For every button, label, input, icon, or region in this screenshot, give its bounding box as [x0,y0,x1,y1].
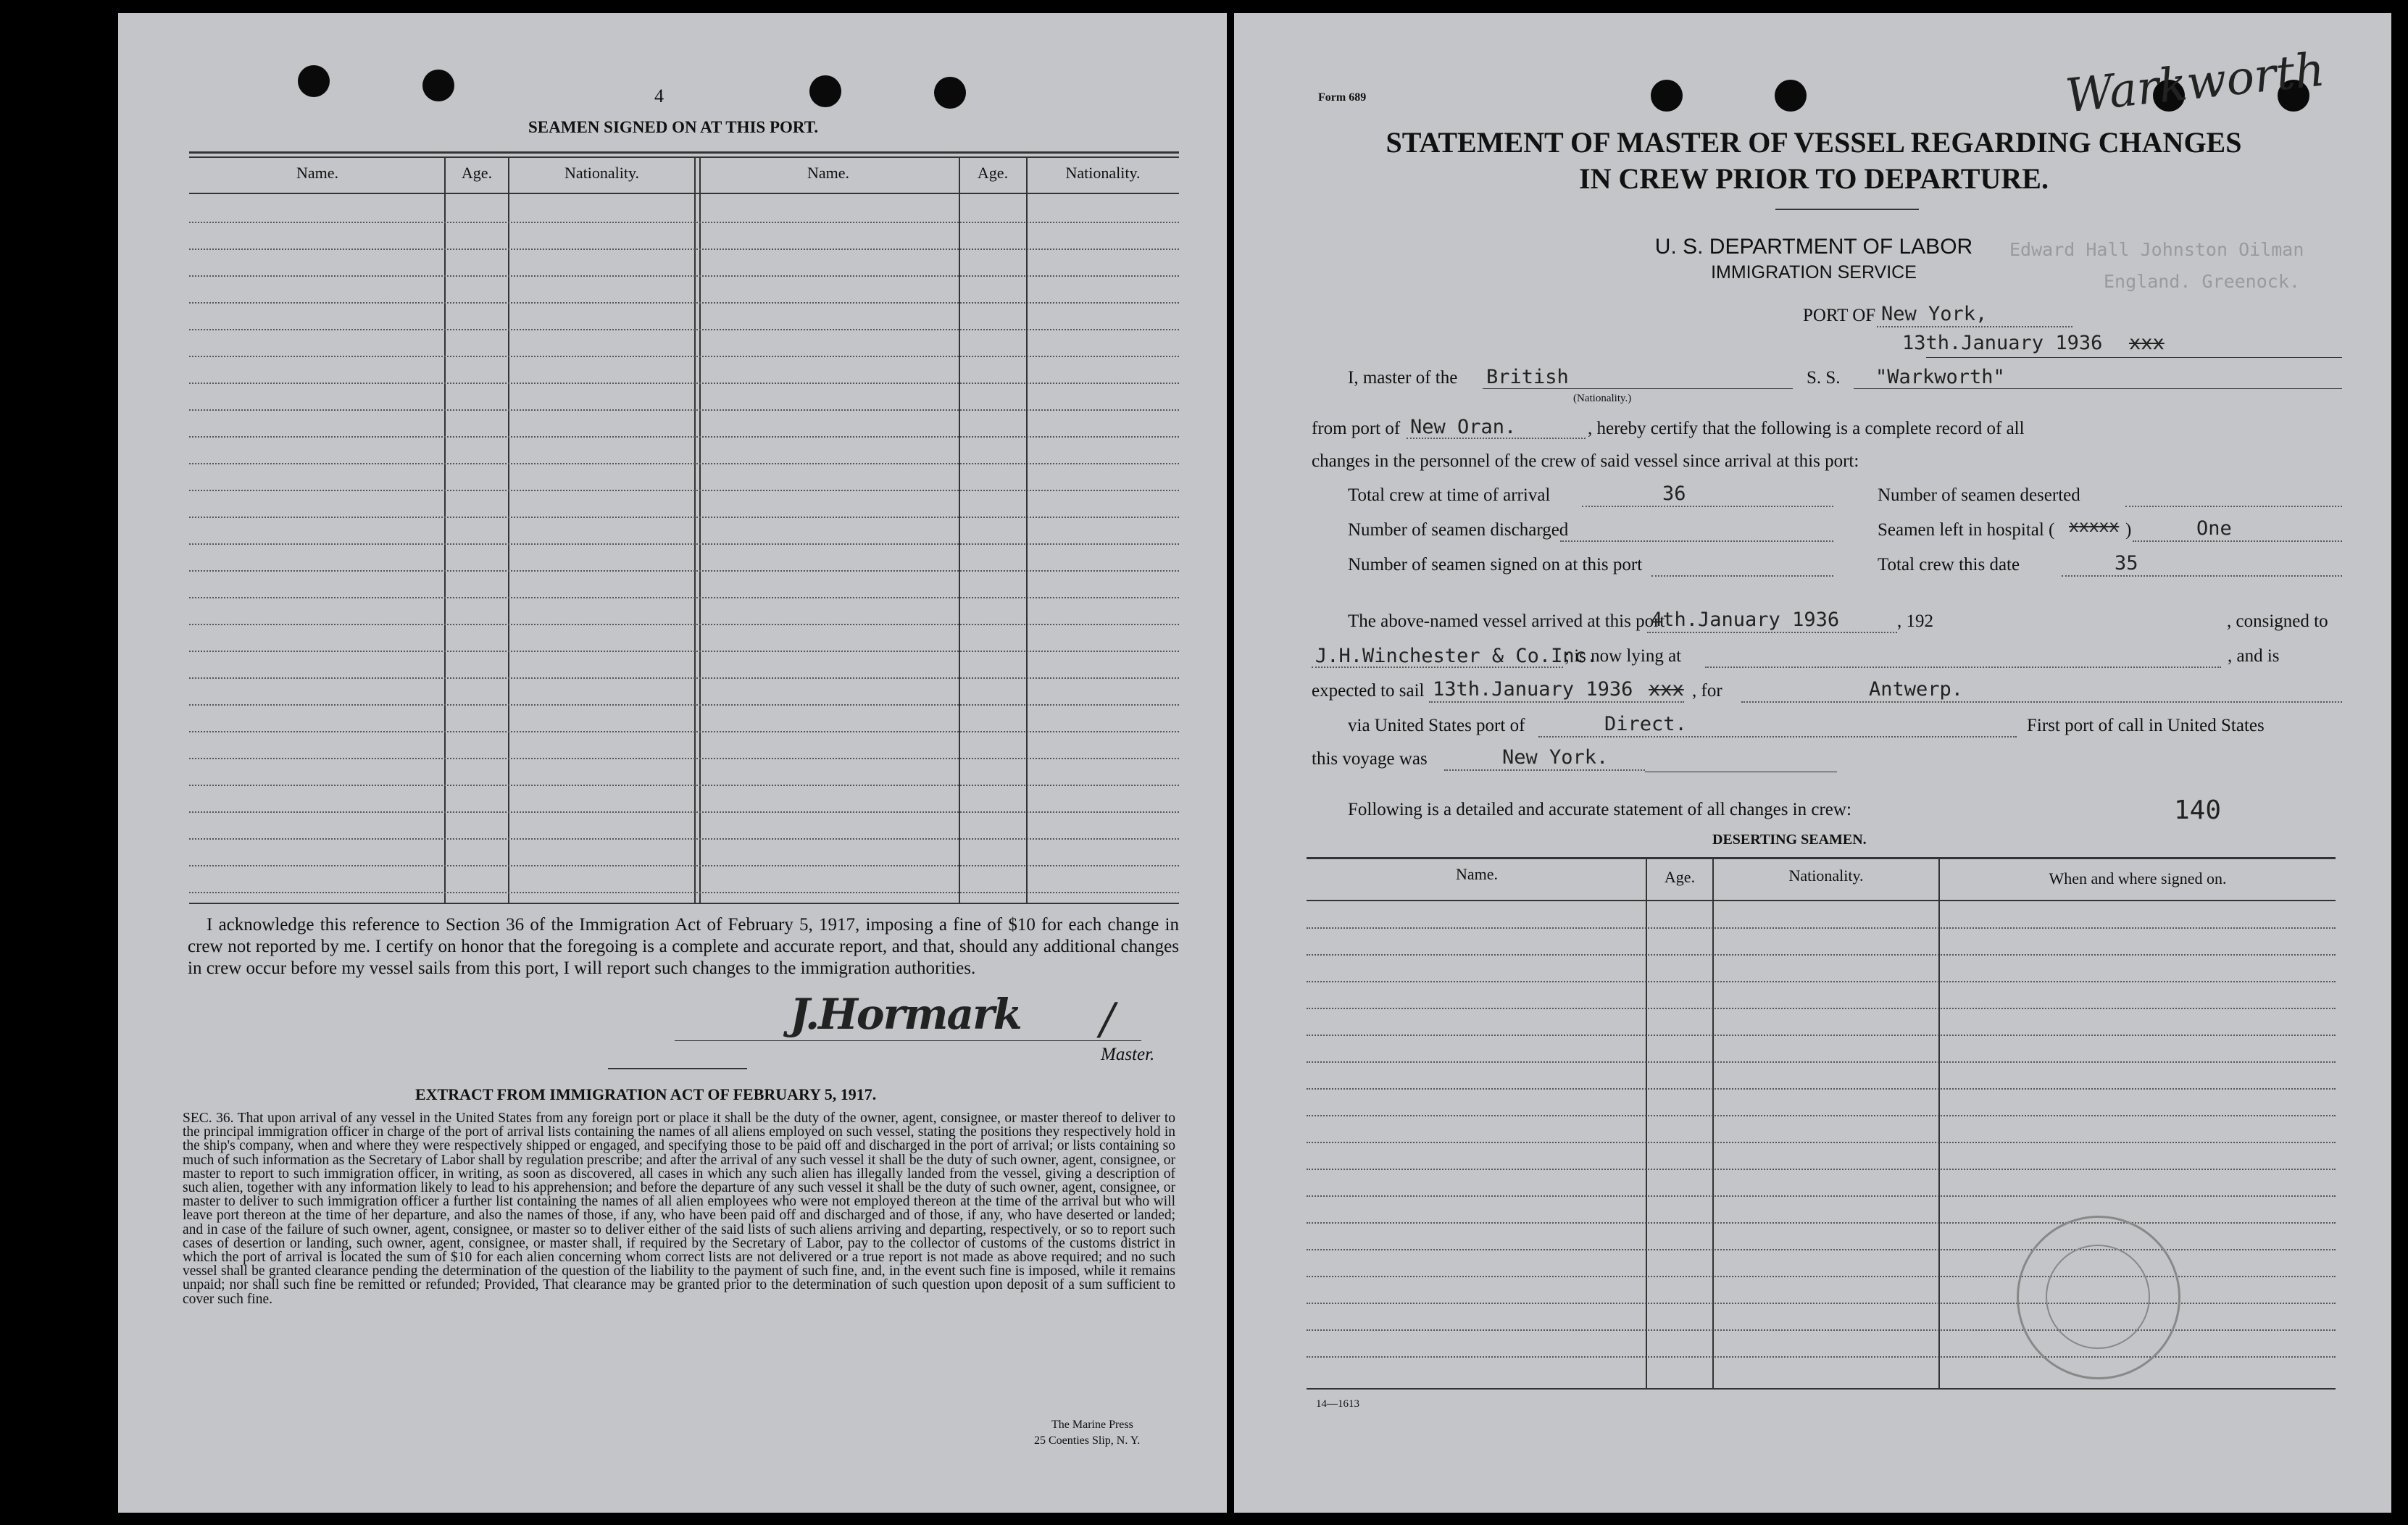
table-row-line [189,570,1179,572]
table-row-line [1307,1222,2336,1224]
hospital-value: One [2196,517,2232,540]
total-crew-date-value: 35 [2115,552,2138,575]
deserted-label: Number of seamen deserted [1878,485,2080,505]
hospital-line [2133,540,2342,542]
col-divider [959,156,960,903]
col-header-name: Name. [296,164,339,182]
hospital-label: Seamen left in hospital ( [1878,520,2055,540]
table-row-line [1307,1088,2336,1090]
table-row-line [1307,1061,2336,1063]
deserted-line [2125,506,2342,507]
arrived-line [1647,632,1897,633]
deserting-col-divider [1712,859,1714,1388]
port-label: PORT OF [1803,306,1876,325]
table-row-line [1307,927,2336,929]
master-label: Master. [1101,1045,1155,1064]
deserting-title: DESERTING SEAMEN. [1712,832,1867,848]
via-value: Direct. [1604,713,1687,735]
table-row-line [1307,954,2336,956]
printer-line-1: The Marine Press [1051,1419,1133,1431]
deserting-col-divider [1938,859,1940,1388]
table-top-rule-2 [189,156,1179,158]
signature-line [675,1040,1141,1041]
signed-on-line [1651,575,1833,577]
ss-label: S. S. [1807,368,1841,388]
master-of-label: I, master of the [1348,368,1458,388]
year-prefix: , 192 [1897,611,1933,631]
form-title-line-2: IN CREW PRIOR TO DEPARTURE. [1579,162,2049,195]
col-header-nationality-2: Nationality. [1065,164,1141,182]
voyage-value: New York. [1502,746,1609,769]
table-row-line [189,811,1179,813]
voyage-line [1444,769,1645,771]
table-row-line [1307,1142,2336,1143]
deserting-header-rule [1307,900,2336,901]
master-signature: J.Hormark [790,990,1021,1039]
table-row-line [189,275,1179,277]
punch-hole [809,75,841,107]
bg-typed-text-1: Edward Hall Johnston Oilman [2009,239,2304,260]
ship-name: "Warkworth" [1875,366,2005,388]
expected-date: 13th.January 1936 [1433,678,1633,701]
left-page [118,13,1227,1513]
via-label: via United States port of [1348,716,1525,735]
printer-line-2: 25 Coenties Slip, N. Y. [1034,1434,1141,1447]
acknowledgement-text: I acknowledge this reference to Section 36 of the Immigration Act of February 5, 1917, imposing a fine of $10 for each change in crew not reported by me. I certify on honor that the foregoing is a complete and accurate report, and that, should any additional changes in crew occur before my vessel sails from this port, I will report such changes to the immigration authorities. [188,915,1179,978]
following-text: Following is a detailed and accurate statement of all changes in crew: [1348,800,1851,819]
from-port-value: New Oran. [1410,416,1517,438]
consigned-to-label: , consigned to [2227,611,2328,631]
extract-text: SEC. 36. That upon arrival of any vessel in the United States from any foreign port or place it shall be the duty of the owner, agent, consignee, or master thereof to deliver to the principal immigration officer in charge of the port of arrival lists containing the names of all aliens employed on such vessel, stating the positions they respectively hold in the ship's company, when and where they were respectively shipped or engaged, and specifying those to be paid off and discharged in the port of arrival; or lists containing so much of such information as the Secretary of Labor shall by regulation prescribe; and after the arrival of any such vessel it shall be the duty of such owner, agent, consignee, or master to report to such immigration officer, in writing, as soon as discovered, all cases in which any such alien has illegally landed from the vessel, giving a description of such alien, together with any information likely to lead to his apprehension; and before the departure of any such vessel it shall be the duty of such owner, agent, consignee, or master to deliver to such immigration officer a further list containing the names of all alien employees who were not employed thereon at the time of the arrival but who will leave port thereon at the time of her departure, and also the names of those, if any, who have been paid off and discharged and of those, if any, who have deserted or landed; and in case of the failure of such owner, agent, consignee, or master so to deliver either of the said lists of such aliens arriving and departing, respectively, or so to report such cases of desertion or landing, such owner, agent, consignee, or master shall, if required by the Secretary of Labor, pay to the collector of customs of the customs district in which the port of arrival is located the sum of $10 for each alien concerning whom correct lists are not delivered or a true report is not made as above required; and no such vessel shall be granted clearance pending the determination of the question of the liability to the payment of such fine, and, in the event such fine is imposed, while it remains unpaid; nor shall such fine be remitted or refunded; Provided, That clearance may be granted prior to the determination of such question upon deposit of a sum sufficient to cover such fine. [183,1111,1175,1307]
lying-at-label: ; is now lying at [1565,646,1682,666]
port-value: New York, [1881,303,1988,325]
expected-label: expected to sail [1312,681,1425,701]
table-row-line [1307,1195,2336,1197]
official-stamp-inner [2046,1245,2150,1349]
total-crew-date-label: Total crew this date [1878,555,2020,575]
table-row-line [189,731,1179,732]
col-divider [699,156,701,903]
from-port-label: from port of [1312,419,1401,438]
deserting-col-signed-on: When and where signed on. [2049,869,2227,887]
form-number: Form 689 [1318,91,1367,104]
and-is-label: , and is [2228,646,2280,666]
total-crew-arrival-value: 36 [1662,482,1686,505]
deserting-col-age: Age. [1664,868,1696,886]
punch-hole [298,65,330,97]
via-line [1538,736,2017,738]
voyage-label: this voyage was [1312,749,1428,769]
hospital-paren: ) [2125,520,2132,540]
table-row-line [1307,1008,2336,1009]
table-row-line [189,436,1179,438]
section-title: SEAMEN SIGNED ON AT THIS PORT. [528,118,819,136]
date-strike: xxx [2129,332,2165,354]
table-row-line [189,704,1179,706]
col-divider [508,156,509,903]
table-row-line [1307,1303,2336,1304]
table-row-line [189,758,1179,759]
col-divider [694,156,696,903]
for-label: , for [1692,681,1722,701]
table-top-rule [189,151,1179,154]
col-header-age-2: Age. [977,164,1009,182]
nationality-caption: (Nationality.) [1573,393,1632,404]
department-name: U. S. DEPARTMENT OF LABOR [1654,235,1973,259]
nationality-value: British [1486,366,1569,388]
table-row-line [189,463,1179,464]
table-bottom-rule [189,903,1179,904]
table-row-line [1307,1115,2336,1116]
nationality-line [1483,388,1793,389]
table-row-line [1307,1356,2336,1358]
col-header-nationality: Nationality. [564,164,640,182]
date-value: 13th.January 1936 [1902,332,2103,354]
table-row-line [189,624,1179,625]
table-row-line [189,248,1179,250]
table-row-line [189,892,1179,893]
table-row-line [189,383,1179,384]
changes-text: changes in the personnel of the crew of said vessel since arrival at this port: [1312,451,1859,471]
form-title-line-1: STATEMENT OF MASTER OF VESSEL REGARDING CHANGES [1386,126,2242,159]
col-header-name-2: Name. [807,164,850,182]
destination-value: Antwerp. [1869,678,1964,701]
table-row-line [189,865,1179,866]
deserting-col-divider [1646,859,1647,1388]
bottom-code: 14—1613 [1316,1398,1359,1410]
consignee-value: J.H.Winchester & Co.Inc. [1315,645,1599,667]
total-crew-date-line [2062,575,2342,577]
ship-line [1854,388,2342,389]
changes-number: 140 [2174,795,2222,825]
arrival-line [1582,506,1833,507]
extract-rule [608,1068,747,1069]
col-header-age: Age. [461,164,493,182]
lying-at-line [1705,667,2221,668]
table-row-line [189,785,1179,786]
certify-text: , hereby certify that the following is a complete record of all [1588,419,2025,438]
handwritten-ship-name: Warkworth [2063,43,2328,124]
deserting-col-name: Name. [1455,865,1499,883]
table-row-line [1307,1169,2336,1170]
arrived-text: The above-named vessel arrived at this port [1348,611,1665,631]
service-name: IMMIGRATION SERVICE [1711,262,1917,283]
port-line [1877,326,2072,327]
signature-flourish: / [1100,994,1115,1045]
table-row-line [189,409,1179,411]
table-row-line [189,543,1179,545]
hospital-strike: xxxxx [2069,517,2120,536]
arrived-date: 4th.January 1936 [1651,609,1840,631]
table-row-line [1307,1035,2336,1036]
table-row-line [189,597,1179,598]
table-row-line [189,677,1179,679]
deserting-bottom-rule [1307,1388,2336,1390]
table-row-line [189,329,1179,330]
page-number: 4 [654,85,664,106]
total-crew-arrival-label: Total crew at time of arrival [1348,485,1551,505]
col-divider [1026,156,1028,903]
from-port-line [1407,438,1586,439]
table-row-line [1307,1276,2336,1277]
table-row-line [189,302,1179,304]
table-row-line [1307,981,2336,982]
table-row-line [1307,1329,2336,1331]
punch-hole [934,77,966,109]
consignee-line [1312,667,1563,668]
punch-hole [1775,80,1807,112]
discharged-label: Number of seamen discharged [1348,520,1569,540]
first-port-text: First port of call in United States [2027,716,2265,735]
punch-hole [1651,80,1683,112]
table-row-line [189,222,1179,223]
table-row-line [189,517,1179,518]
deserting-col-nationality: Nationality. [1788,866,1864,885]
bg-typed-text-2: England. Greenock. [2104,271,2300,292]
table-row-line [1307,1249,2336,1250]
destination-line [1741,701,2342,703]
deserting-top-rule [1307,857,2336,859]
right-page [1234,13,2391,1513]
table-row-line [189,651,1179,652]
signed-on-label: Number of seamen signed on at this port [1348,555,1643,575]
table-row-line [189,838,1179,840]
extract-title: EXTRACT FROM IMMIGRATION ACT OF FEBRUARY 5, 1917. [415,1085,877,1103]
expected-line [1429,701,1684,703]
expected-strike: xxx [1649,678,1684,701]
punch-hole [422,70,454,101]
table-row-line [189,490,1179,491]
title-rule [1775,209,1919,210]
discharged-line [1560,540,1833,542]
col-divider [444,156,446,903]
header-bottom-rule [189,193,1179,194]
date-line [1926,357,2342,358]
table-row-line [189,356,1179,357]
